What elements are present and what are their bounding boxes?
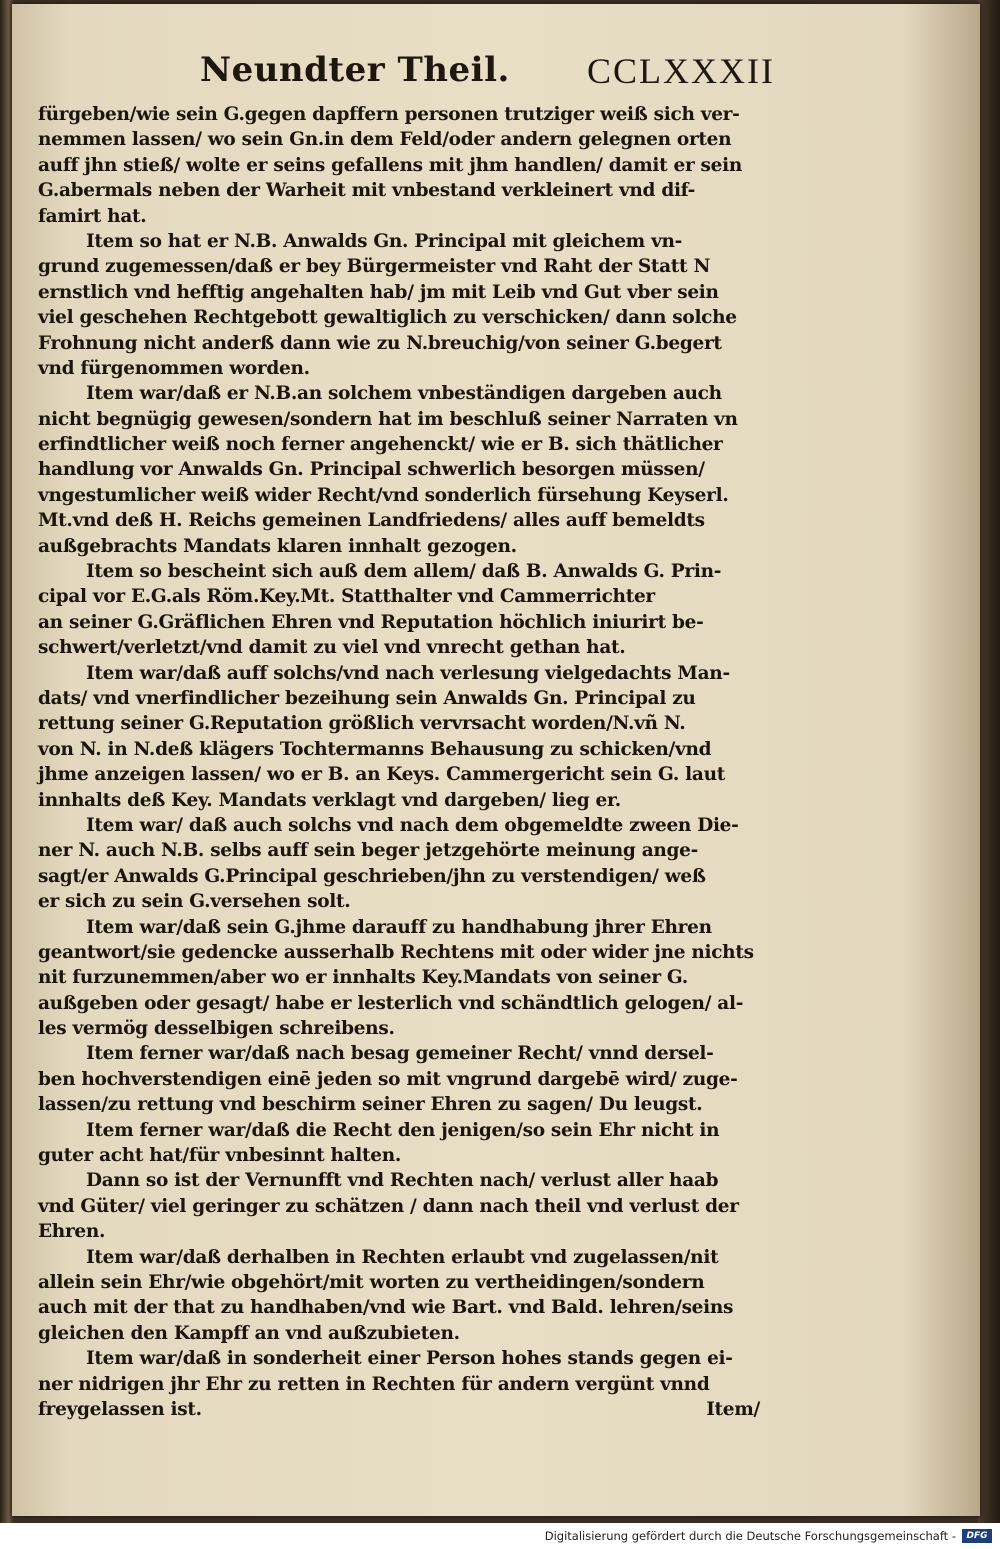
text-line: freygelassen ist. Item/ (38, 1397, 760, 1422)
text-line: handlung vor Anwalds Gn. Principal schwerlich besorgen müssen/ (38, 459, 705, 481)
text-line: auff jhn stieß/ wolte er seins gefallens mit jhm handlen/ damit er sein (38, 154, 743, 176)
text-line: schwert/verletzt/vnd damit zu viel vnd vnrecht gethan hat. (38, 637, 626, 659)
text-line: nit furzunemmen/aber wo er innhalts Key.Mandats von seiner G. (38, 967, 688, 989)
text-line: Item ferner war/daß nach besag gemeiner Recht/ vnnd dersel- (86, 1043, 714, 1065)
text-line: fürgeben/wie sein G.gegen dapffern personen trutziger weiß sich ver- (38, 104, 740, 125)
text-line: gleichen den Kampff an vnd außzubieten. (38, 1322, 460, 1344)
text-line: an seiner G.Gräflichen Ehren vnd Reputation höchlich iniurirt be- (38, 611, 704, 633)
text-line: vngestumlicher weiß wider Recht/vnd sonderlich fürsehung Keyserl. (38, 484, 729, 506)
text-line: vnd fürgenommen worden. (38, 357, 310, 379)
text-line: jhme anzeigen lassen/ wo er B. an Keys. Cammergericht sein G. laut (38, 764, 725, 786)
text-line: Item war/daß sein G.jhme darauff zu handhabung jhrer Ehren (86, 916, 712, 938)
text-line: er sich zu sein G.versehen solt. (38, 891, 351, 913)
text-line: les vermög desselbigen schreibens. (38, 1018, 395, 1040)
catchword: Item/ (706, 1398, 760, 1420)
funding-credit: Digitalisierung gefördert durch die Deutsche Forschungsgemeinschaft - (544, 1529, 956, 1543)
text-line: ner nidrigen jhr Ehr zu retten in Rechten für andern vergünt vnnd (38, 1373, 710, 1395)
text-line: erfindtlicher weiß noch ferner angehenckt/ wie er B. sich thätlicher (38, 434, 723, 456)
text-line: rettung seiner G.Reputation größlich vervrsacht worden/N.vñ N. (38, 713, 686, 735)
text-line: dats/ vnd vnerfindlicher bezeihung sein Anwalds Gn. Principal zu (38, 687, 696, 709)
text-line: cipal vor E.G.als Röm.Key.Mt. Statthalter vnd Cammerrichter (38, 586, 655, 608)
page-edge (978, 0, 1000, 1523)
text-line: Item ferner war/daß die Recht den jenigen/so sein Ehr nicht in (86, 1119, 720, 1141)
text-line: Item war/daß auff solchs/vnd nach verlesung vielgedachts Man- (86, 662, 730, 684)
text-line: außgeben oder gesagt/ habe er lesterlich vnd schändtlich gelogen/ al- (38, 992, 744, 1014)
text-line: ner N. auch N.B. selbs auff sein beger jetzgehörte meinung ange- (38, 840, 699, 862)
body-text (38, 102, 760, 1422)
text-line: Item war/ daß auch solchs vnd nach dem obgemeldte zween Die- (86, 814, 739, 836)
text-line: Dann so ist der Vernunfft vnd Rechten nach/ verlust aller haab (86, 1170, 719, 1192)
text-line: Item war/daß er N.B.an solchem vnbeständigen dargeben auch (86, 383, 722, 405)
page-header (200, 50, 775, 100)
footer-bar (0, 1523, 1000, 1549)
text-line: allein sein Ehr/wie obgehört/mit worten zu vertheidingen/sondern (38, 1271, 705, 1293)
text-line: auch mit der that zu handhaben/vnd wie Bart. vnd Bald. lehren/seins (38, 1297, 734, 1319)
text-line: innhalts deß Key. Mandats verklagt vnd dargeben/ lieg er. (38, 789, 621, 811)
text-line: Ehren. (38, 1221, 106, 1243)
text-line: Mt.vnd deß H. Reichs gemeinen Landfriedens/ alles auff bemeldts (38, 510, 705, 532)
text-line: Item war/daß in sonderheit einer Person hohes stands gegen ei- (86, 1348, 733, 1370)
text-line: Item so hat er N.B. Anwalds Gn. Principal mit gleichem vn- (86, 230, 683, 252)
text-line: ben hochverstendigen einē jeden so mit vngrund dargebē wird/ zuge- (38, 1068, 738, 1090)
text-line: vnd Güter/ viel geringer zu schätzen / dann nach theil vnd verlust der (38, 1195, 739, 1217)
text-line: guter acht hat/für vnbesinnt halten. (38, 1145, 402, 1167)
text-line: sagt/er Anwalds G.Principal geschrieben/jhn zu verstendigen/ weß (38, 865, 706, 887)
text-line: famirt hat. (38, 205, 147, 227)
text-line: von N. in N.deß klägers Tochtermanns Behausung zu schicken/vnd (38, 738, 712, 760)
running-title: Neundter Theil. (200, 50, 510, 90)
text-line: lassen/zu rettung vnd beschirm seiner Ehren zu sagen/ Du leugst. (38, 1094, 703, 1116)
text-line: G.abermals neben der Warheit mit vnbestand verkleinert vnd dif- (38, 180, 696, 202)
text-line: geantwort/sie gedencke ausserhalb Rechtens mit oder wider jne nichts (38, 941, 754, 963)
text-line: nicht begnügig gewesen/sondern hat im beschluß seiner Narraten vn (38, 408, 738, 430)
text-line: außgebrachts Mandats klaren innhalt gezogen. (38, 535, 517, 557)
text-line: ernstlich vnd hefftig angehalten hab/ jm mit Leib vnd Gut vber sein (38, 281, 719, 303)
dfg-logo-icon: DFG (962, 1529, 992, 1543)
text-line: nemmen lassen/ wo sein Gn.in dem Feld/oder andern gelegnen orten (38, 129, 732, 151)
text-line: Item so bescheint sich auß dem allem/ daß B. Anwalds G. Prin- (86, 561, 722, 583)
text-line: Item war/daß derhalben in Rechten erlaubt vnd zugelassen/nit (86, 1246, 719, 1268)
text-line: grund zugemessen/daß er bey Bürgermeister vnd Raht der Statt N (38, 256, 711, 278)
folio-number: CCLXXXII (587, 51, 775, 91)
text-line: viel geschehen Rechtgebott gewaltiglich zu verschicken/ dann solche (38, 307, 737, 329)
text-line: Frohnung nicht anderß dann wie zu N.breuchig/von seiner G.begert (38, 332, 722, 354)
